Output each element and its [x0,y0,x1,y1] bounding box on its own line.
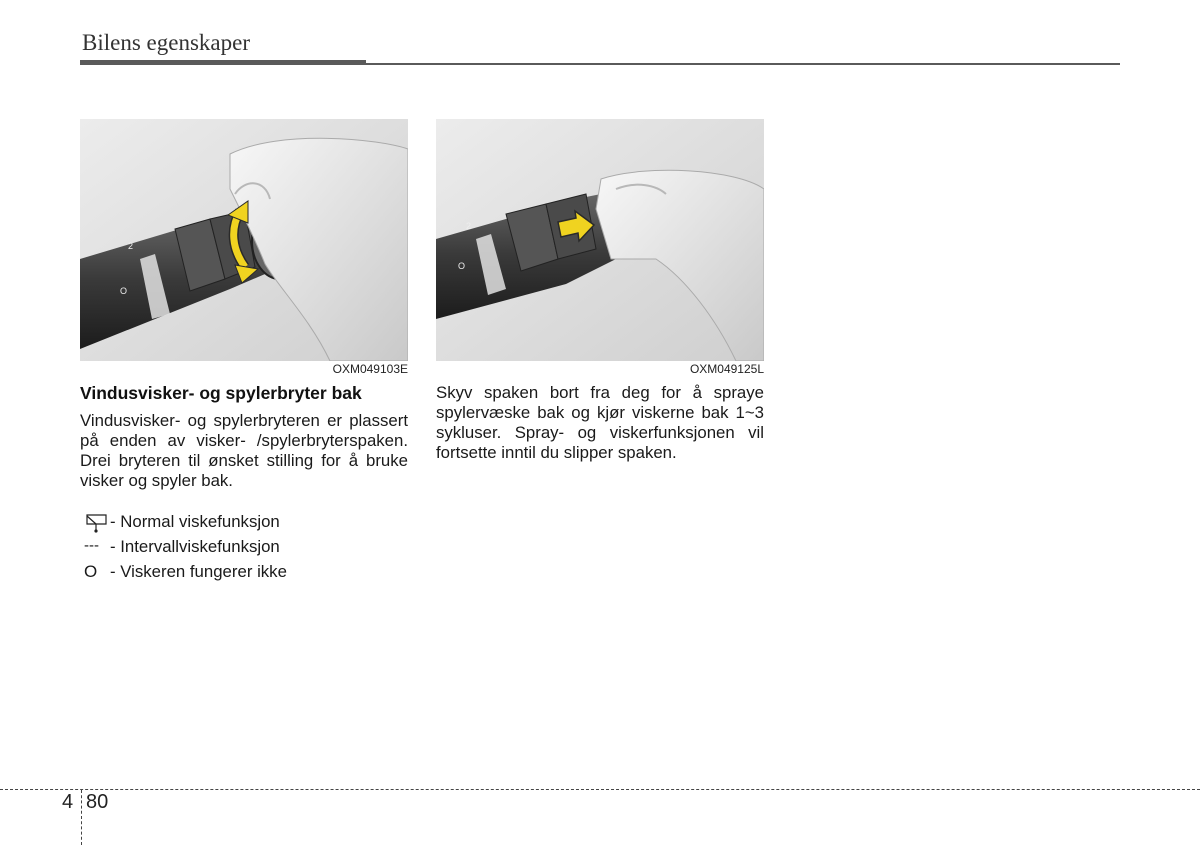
header-rule-thick [80,60,366,65]
legend-item-interval [80,537,410,559]
figure-rotate-switch [80,119,408,361]
figure-push-illustration [436,119,764,361]
wiper-icon [84,512,110,534]
legend-text-off: - Viskeren fungerer ikke [110,562,287,581]
figure-rotate-illustration [80,119,408,361]
page-header-title: Bilens egenskaper [82,30,250,55]
section-heading: Vindusvisker- og spylerbryter bak [80,383,362,403]
figure-code-left: OXM049103E [332,362,408,376]
legend-text-interval: - Intervallviskefunksjon [110,537,280,556]
header-rule-thin [366,63,1120,65]
legend-symbol-interval: --- [84,537,99,554]
figure-code-right: OXM049125L [689,362,764,376]
footer-dashed-rule [0,789,1200,790]
legend-symbol-off: O [84,562,98,581]
legend-item-normal [80,512,410,534]
figure-push-stalk [436,119,764,361]
right-paragraph: Skyv spaken bort fra deg for å spraye spylervæske bak og kjør viskerne bak 1~3 sykluser. Spray- og viskerfunksjonen vil fortsette inntil du slipper spaken. [436,383,764,462]
legend-item-off [80,562,410,584]
svg-text:O: O [120,286,128,296]
svg-text:O: O [458,261,466,271]
page-number: 80 [86,791,109,813]
svg-text:2: 2 [128,241,134,251]
legend-text-normal: - Normal viskefunksjon [110,512,280,531]
footer-dashed-divider [81,790,82,845]
left-paragraph: Vindusvisker- og spylerbryteren er plassert på enden av visker- /spylerbryterspaken. Drei bryteren til ønsket stilling for å bruke visker og spyler bak. [80,411,408,490]
svg-text:2: 2 [466,221,472,231]
page-chapter: 4 [62,791,74,813]
